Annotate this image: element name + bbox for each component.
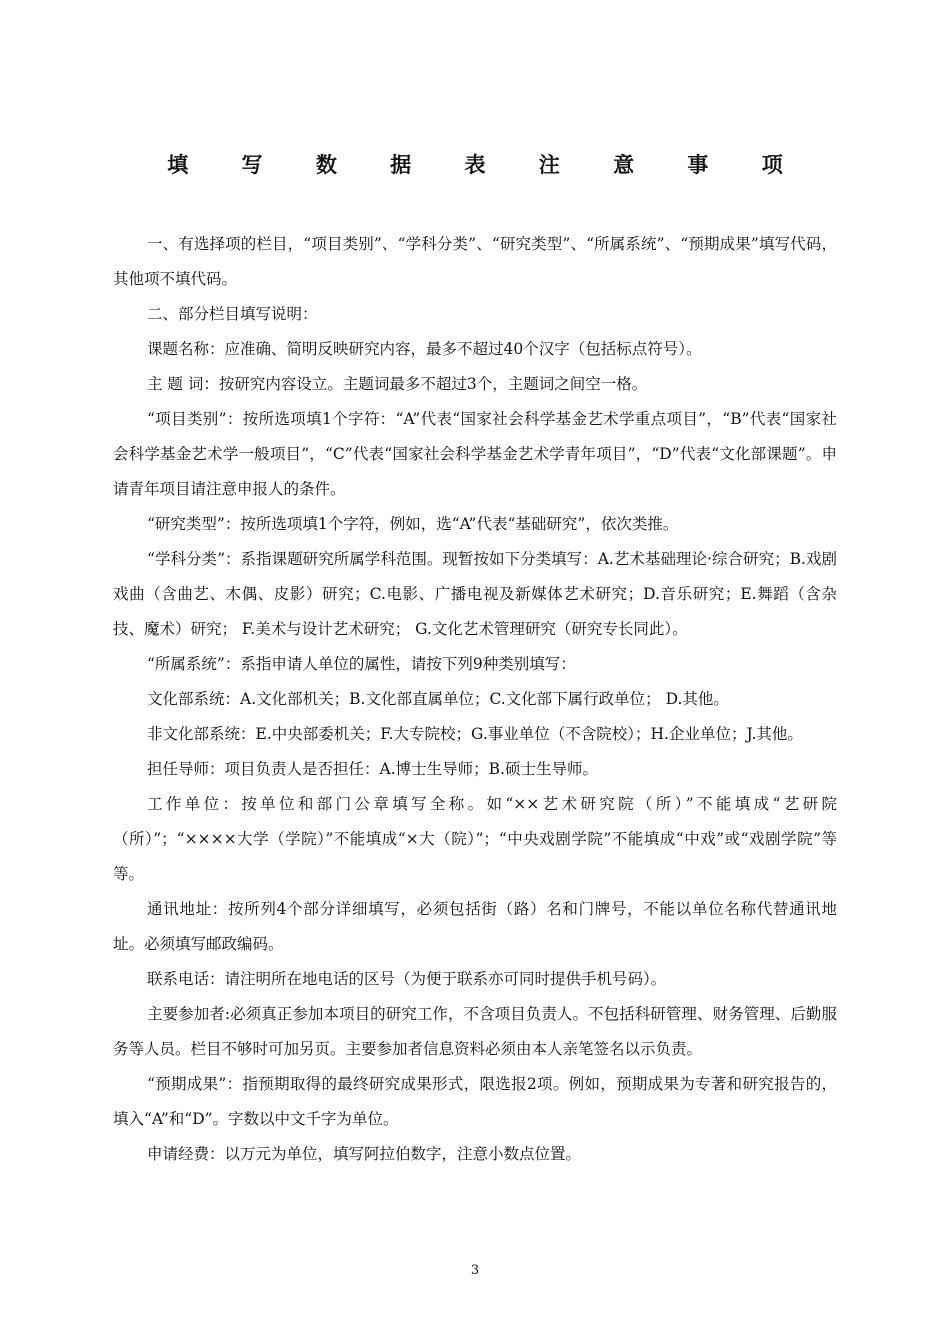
note-keywords: 主 题 词：按研究内容设立。主题词最多不超过3个，主题词之间空一格。 — [147, 375, 648, 393]
note-discipline: “学科分类”：系指课题研究所属学科范围。现暂按如下分类填写：A.艺术基础理论·综合研究；B.戏剧戏曲（含曲艺、木偶、皮影）研究；C.电影、广播电视及新媒体艺术研究；D.音乐研究；E.舞蹈（含杂技、魔术）研究； F.美术与设计艺术研究； G.文化艺术管理研究（研究专长同此）。 — [113, 550, 837, 638]
note-paragraph-2: 二、部分栏目填写说明： — [147, 305, 318, 323]
note-paragraph-1: 一、有选择项的栏目，“项目类别”、“学科分类”、“研究类型”、“所属系统”、“预期成果”填写代码，其他项不填代码。 — [113, 235, 837, 288]
note-project-category: “项目类别”：按所选项填1个字符：“A”代表“国家社会科学基金艺术学重点项目”，“B”代表“国家社会科学基金艺术学一般项目”，“C”代表“国家社会科学基金艺术学青年项目”，“D”代表“文化部课题”。申请青年项目请注意申报人的条件。 — [113, 410, 837, 498]
notes-body — [113, 227, 837, 1172]
note-funding: 申请经费：以万元为单位，填写阿拉伯数字，注意小数点位置。 — [147, 1145, 582, 1163]
note-research-type: “研究类型”：按所选项填1个字符，例如，选“A”代表“基础研究”，依次类推。 — [147, 515, 679, 533]
page-title: 填 写 数 据 表 注 意 事 项 — [167, 153, 806, 177]
note-address: 通讯地址：按所列4个部分详细填写，必须包括街（路）名和门牌号，不能以单位名称代替通讯地址。必须填写邮政编码。 — [113, 900, 837, 953]
note-affiliation-system: “所属系统”：系指申请人单位的属性，请按下列9种类别填写： — [147, 655, 576, 673]
note-non-culture-ministry-system: 非文化部系统：E.中央部委机关；F.大专院校；G.事业单位（不含院校）；H.企业单位；J.其他。 — [147, 725, 803, 743]
note-work-unit: 工作单位：按单位和部门公章填写全称。如“××艺术研究院（所）”不能填成“艺研院（所）”；“××××大学（学院）”不能填成“×大（院）”；“中央戏剧学院”不能填成“中戏”或“戏剧学院”等等。 — [113, 795, 837, 883]
note-expected-results: “预期成果”：指预期取得的最终研究成果形式，限选报2项。例如，预期成果为专著和研究报告的，填入“A”和“D”。字数以中文千字为单位。 — [113, 1075, 837, 1128]
note-culture-ministry-system: 文化部系统：A.文化部机关；B.文化部直属单位；C.文化部下属行政单位； D.其他。 — [147, 690, 729, 708]
note-course-title: 课题名称：应准确、简明反映研究内容，最多不超过40个汉字（包括标点符号）。 — [147, 340, 702, 358]
note-supervisor: 担任导师：项目负责人是否担任：A.博士生导师；B.硕士生导师。 — [147, 760, 598, 778]
page-number: 3 — [470, 1263, 480, 1278]
note-phone: 联系电话：请注明所在地电话的区号（为便于联系亦可同时提供手机号码）。 — [147, 970, 667, 988]
note-participants: 主要参加者:必须真正参加本项目的研究工作，不含项目负责人。不包括科研管理、财务管理、后勤服务等人员。栏目不够时可加另页。主要参加者信息资料必须由本人亲笔签名以示负责。 — [113, 1005, 837, 1058]
